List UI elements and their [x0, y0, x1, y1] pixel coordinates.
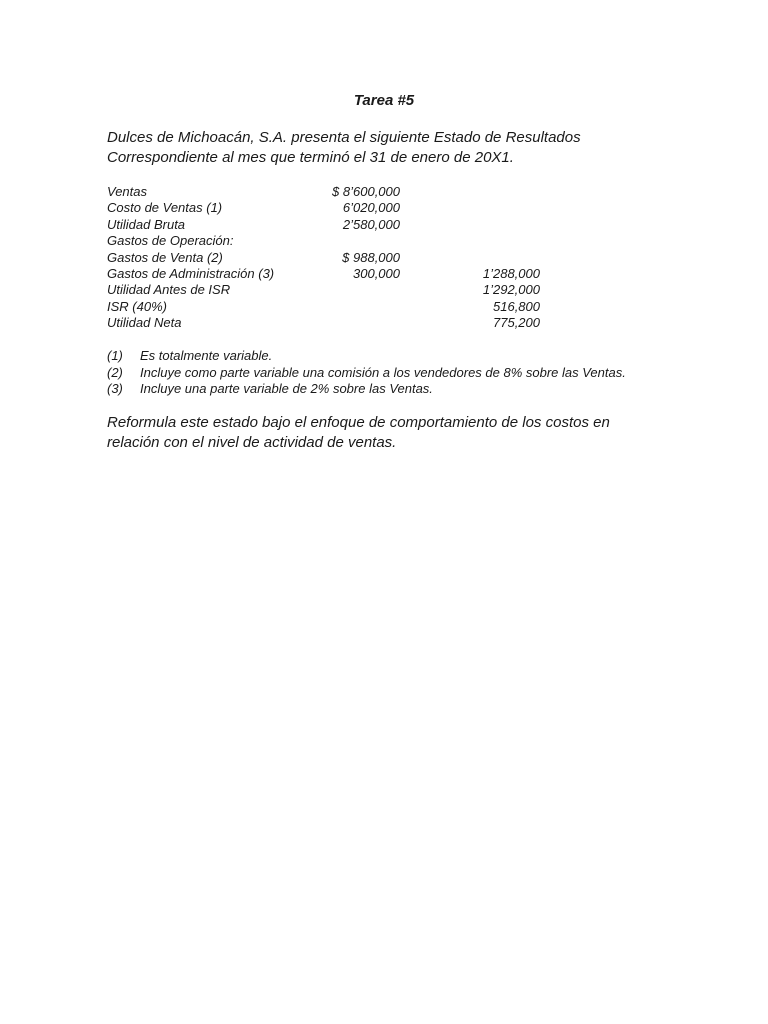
row-label: Utilidad Neta	[107, 315, 182, 331]
row-label: Ventas	[107, 184, 147, 199]
row-total: 775,200	[493, 315, 540, 331]
row-total: 1’288,000	[482, 265, 540, 281]
row-amount: $ 988,000	[342, 249, 400, 265]
footnote-item	[107, 381, 707, 398]
instructions-line: Reformula este estado bajo el enfoque de comportamiento de los costos en	[107, 414, 610, 431]
instructions-line: relación con el nivel de actividad de ventas.	[107, 434, 397, 451]
statement-row-utilidad-bruta	[107, 217, 667, 233]
statement-row-utilidad-antes-isr	[107, 282, 667, 298]
row-amount: 6’020,000	[342, 200, 400, 216]
statement-row-utilidad-neta	[107, 315, 667, 331]
footnote-number: (2)	[107, 364, 123, 380]
document-title: Tarea #5	[353, 92, 415, 109]
footnote-text: Incluye una parte variable de 2% sobre las Ventas.	[140, 381, 433, 396]
footnote-number: (3)	[107, 381, 123, 396]
row-amount: 2’580,000	[342, 216, 400, 232]
statement-row-ventas	[107, 184, 667, 200]
statement-row-gastos-administracion	[107, 266, 667, 282]
row-label: Costo de Ventas (1)	[107, 200, 223, 216]
statement-row-gastos-operacion	[107, 233, 667, 249]
footnote-text: Es totalmente variable.	[140, 348, 273, 363]
instructions-paragraph	[107, 413, 707, 453]
row-label: Gastos de Operación:	[107, 233, 234, 249]
row-label: Gastos de Venta (2)	[107, 249, 223, 265]
footnotes	[107, 348, 707, 398]
income-statement	[107, 184, 667, 332]
row-label: Gastos de Administración (3)	[107, 265, 275, 281]
row-label: ISR (40%)	[107, 298, 167, 314]
row-amount: $ 8’600,000	[332, 184, 400, 199]
footnote-item	[107, 348, 707, 365]
footnote-number: (1)	[107, 348, 123, 363]
intro-line: Dulces de Michoacán, S.A. presenta el siguiente Estado de Resultados	[107, 129, 581, 146]
statement-row-gastos-venta	[107, 250, 667, 266]
statement-row-costo-ventas	[107, 200, 667, 216]
intro-line: Correspondiente al mes que terminó el 31 de enero de 20X1.	[107, 149, 514, 166]
statement-row-isr	[107, 299, 667, 315]
row-label: Utilidad Antes de ISR	[107, 282, 231, 298]
intro-paragraph	[107, 128, 707, 168]
row-amount: 300,000	[353, 265, 400, 281]
row-total: 1’292,000	[482, 282, 540, 298]
row-label: Utilidad Bruta	[107, 216, 186, 232]
row-total: 516,800	[493, 298, 540, 314]
footnote-item	[107, 365, 707, 382]
footnote-text: Incluye como parte variable una comisión a los vendedores de 8% sobre las Ventas.	[140, 364, 626, 380]
